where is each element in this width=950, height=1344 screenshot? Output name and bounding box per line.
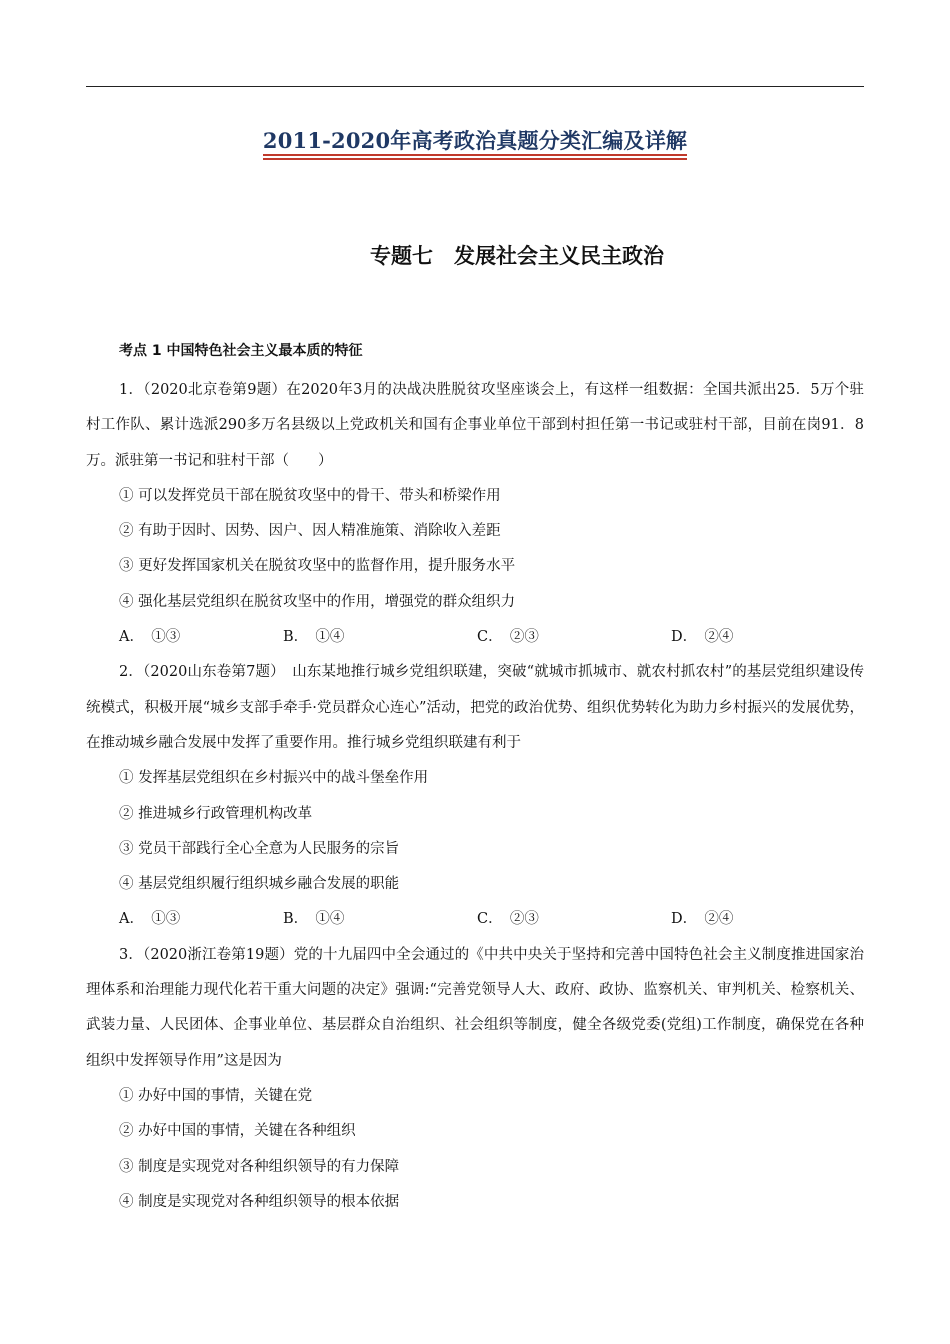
topic-title: 专题七 发展社会主义民主政治	[370, 244, 664, 268]
choice-a: A． ①③	[119, 629, 181, 646]
answer-choices	[86, 620, 864, 655]
question-2	[86, 655, 864, 937]
question-3	[86, 938, 864, 1220]
option-2: ② 有助于因时、因势、因户、因人精准施策、消除收入差距	[119, 523, 501, 540]
option-1: ① 发挥基层党组织在乡村振兴中的战斗堡垒作用	[119, 770, 429, 787]
choice-d: D． ②④	[671, 911, 734, 928]
choice-d: D． ②④	[671, 629, 734, 646]
question-1	[86, 373, 864, 655]
option-3: ③ 更好发挥国家机关在脱贫攻坚中的监督作用，提升服务水平	[119, 558, 516, 575]
choice-b: B． ①④	[283, 629, 345, 646]
document-title	[0, 125, 950, 155]
document-title-text: 2011-2020年高考政治真题分类汇编及详解	[263, 128, 687, 156]
option-4: ④ 基层党组织履行组织城乡融合发展的职能	[119, 876, 400, 893]
answer-choices	[86, 902, 864, 937]
option-3: ③ 党员干部践行全心全意为人民服务的宗旨	[119, 840, 400, 857]
question-stem: 2．（2020山东卷第7题） 山东某地推行城乡党组织联建，突破“就城市抓城市、就农村抓农村”的基层党组织建设传统模式，积极开展“城乡支部手牵手·党员群众心连心”活动，把党的政治优势、组织优势转化为助力乡村振兴的发展优势，在推动城乡融合发展中发挥了重要作用。推行城乡党组织联建有利于	[86, 664, 864, 751]
option-4: ④ 制度是实现党对各种组织领导的根本依据	[119, 1193, 400, 1210]
question-list	[86, 373, 864, 1220]
choice-c: C． ②③	[477, 629, 539, 646]
question-stem: 3．（2020浙江卷第19题）党的十九届四中全会通过的《中共中央关于坚持和完善中国特色社会主义制度推进国家治理体系和治理能力现代化若干重大问题的决定》强调:“完善党领导人大、政府、政协、监察机关、审判机关、检察机关、武装力量、人民团体、企事业单位、基层群众自治组织、社会组织等制度，健全各级党委(党组)工作制度，确保党在各种组织中发挥领导作用”这是因为	[86, 946, 864, 1069]
section-heading: 考点 1 中国特色社会主义最本质的特征	[119, 343, 363, 359]
choice-c: C． ②③	[477, 911, 539, 928]
choice-b: B． ①④	[283, 911, 345, 928]
choice-a: A． ①③	[119, 911, 181, 928]
header-rule	[86, 86, 864, 87]
question-stem: 1．（2020北京卷第9题）在2020年3月的决战决胜脱贫攻坚座谈会上，有这样一组数据：全国共派出25．5万个驻村工作队、累计选派290多万名县级以上党政机关和国有企事业单位干部到村担任第一书记或驻村干部，目前在岗91．8万。派驻第一书记和驻村干部（ ）	[86, 382, 864, 469]
option-2: ② 推进城乡行政管理机构改革	[119, 805, 313, 822]
option-1: ① 办好中国的事情，关键在党	[119, 1087, 313, 1104]
option-3: ③ 制度是实现党对各种组织领导的有力保障	[119, 1158, 400, 1175]
option-1: ① 可以发挥党员干部在脱贫攻坚中的骨干、带头和桥梁作用	[119, 487, 501, 504]
option-2: ② 办好中国的事情，关键在各种组织	[119, 1123, 356, 1140]
option-4: ④ 强化基层党组织在脱贫攻坚中的作用，增强党的群众组织力	[119, 593, 516, 610]
